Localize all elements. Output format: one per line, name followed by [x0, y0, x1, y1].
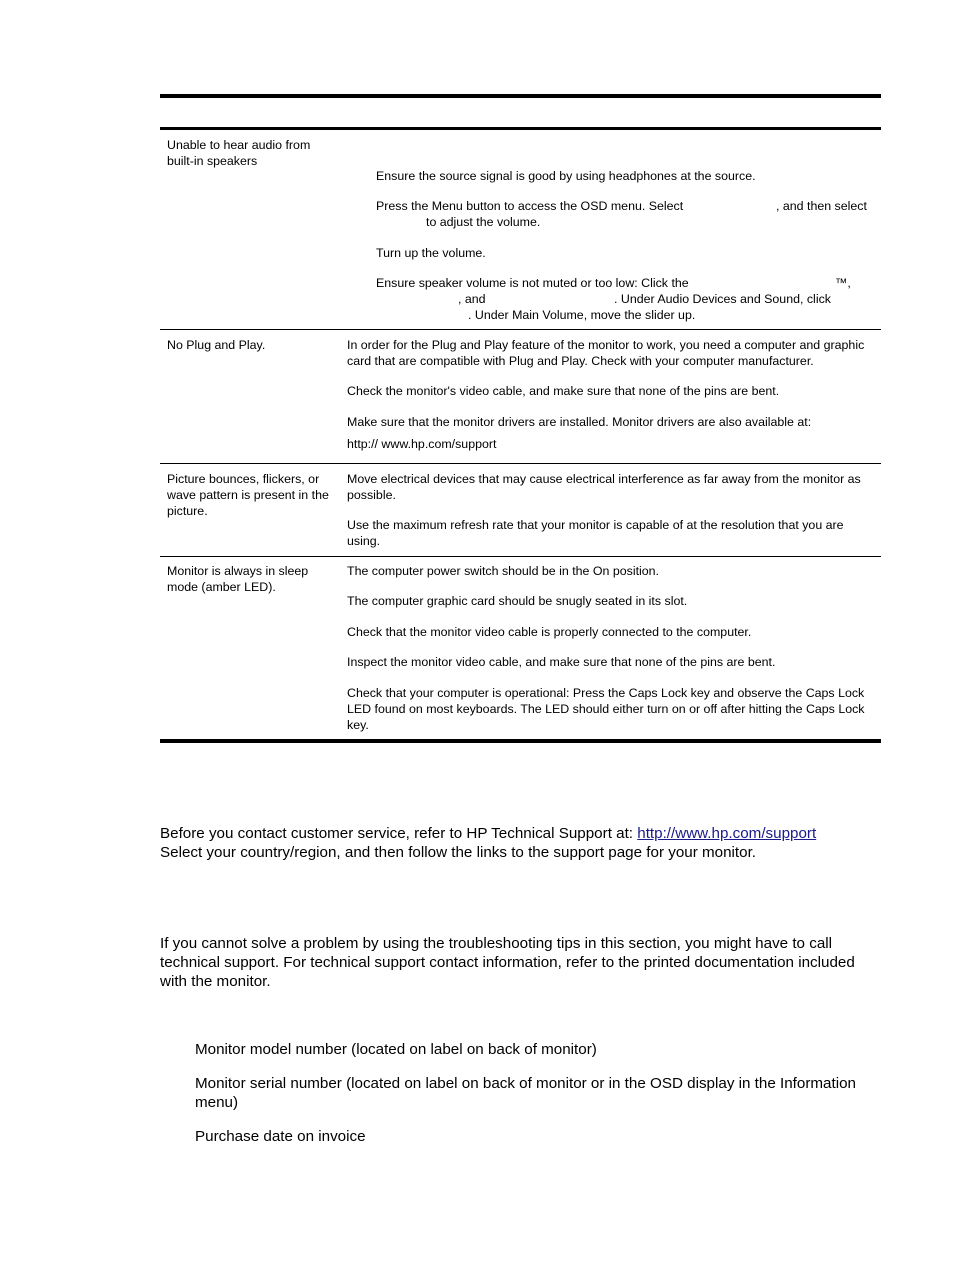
list-item: Monitor serial number (located on label on back of monitor or in the OSD display in the Information menu): [195, 1075, 856, 1111]
solution-text: Use the maximum refresh rate that your monitor is capable of at the resolution that you are using.: [347, 518, 844, 548]
solution-text: , and: [458, 292, 486, 306]
problem-cell-line: No Plug and Play.: [167, 338, 266, 352]
solution-text: Ensure the source signal is good by using headphones at the source.: [376, 169, 756, 183]
solution-text: The computer graphic card should be snugly seated in its slot.: [347, 594, 688, 608]
table-header-rule: [160, 127, 881, 130]
problem-cell-line: picture.: [167, 504, 208, 518]
solution-text: Make sure that the monitor drivers are installed. Monitor drivers are also available at:: [347, 415, 812, 429]
calling-paragraph: If you cannot solve a problem by using the troubleshooting tips in this section, you might have to call technical support. For technical support contact information, refer to the printed documentation included with the monitor.: [160, 935, 855, 990]
problem-cell-line: Unable to hear audio from: [167, 138, 311, 152]
solution-text: Move electrical devices that may cause electrical interference as far away from the monitor as possible.: [347, 472, 861, 502]
list-item: Purchase date on invoice: [195, 1128, 366, 1145]
solution-text: Check that your computer is operational: Press the Caps Lock key and observe the Caps Lock LED found on most keyboards. The LED should either turn on or off after hitting the Caps Lock key.: [347, 686, 865, 732]
solution-text: to adjust the volume.: [426, 215, 541, 229]
support-paragraph-line2: Select your country/region, and then follow the links to the support page for your monitor.: [160, 844, 757, 861]
support-link[interactable]: http://www.hp.com/support: [637, 825, 817, 842]
solution-text: Ensure speaker volume is not muted or too low: Click the: [376, 276, 689, 290]
problem-cell-line: Monitor is always in sleep: [167, 564, 309, 578]
problem-cell-line: wave pattern is present in the: [167, 488, 329, 502]
problem-cell-line: Picture bounces, flickers, or: [167, 472, 320, 486]
solution-text: In order for the Plug and Play feature of the monitor to work, you need a computer and graphic card that are compatible with Plug and Play. Check with your computer manufacturer.: [347, 338, 865, 368]
problem-cell-line: built-in speakers: [167, 154, 258, 168]
table-top-rule: [160, 94, 881, 98]
solution-text: ™,: [835, 276, 851, 290]
row-divider: [160, 329, 881, 330]
solution-text: The computer power switch should be in the On position.: [347, 564, 659, 578]
table-bottom-rule: [160, 739, 881, 743]
solution-url: http:// www.hp.com/support: [347, 437, 497, 451]
support-text: Before you contact customer service, refer to HP Technical Support at:: [160, 825, 634, 842]
solution-text: . Under Audio Devices and Sound, click: [614, 292, 831, 306]
list-item: Monitor model number (located on label on back of monitor): [195, 1041, 597, 1058]
solution-text: Inspect the monitor video cable, and make sure that none of the pins are bent.: [347, 655, 776, 669]
solution-text: Press the Menu button to access the OSD menu. Select: [376, 199, 684, 213]
solution-text: . Under Main Volume, move the slider up.: [468, 308, 696, 322]
solution-text: Turn up the volume.: [376, 246, 486, 260]
solution-text: , and then select: [776, 199, 867, 213]
support-paragraph: [160, 824, 816, 843]
problem-cell-line: mode (amber LED).: [167, 580, 276, 594]
row-divider: [160, 556, 881, 557]
solution-text: Check the monitor's video cable, and make sure that none of the pins are bent.: [347, 384, 780, 398]
row-divider: [160, 463, 881, 464]
solution-text: Check that the monitor video cable is properly connected to the computer.: [347, 625, 752, 639]
